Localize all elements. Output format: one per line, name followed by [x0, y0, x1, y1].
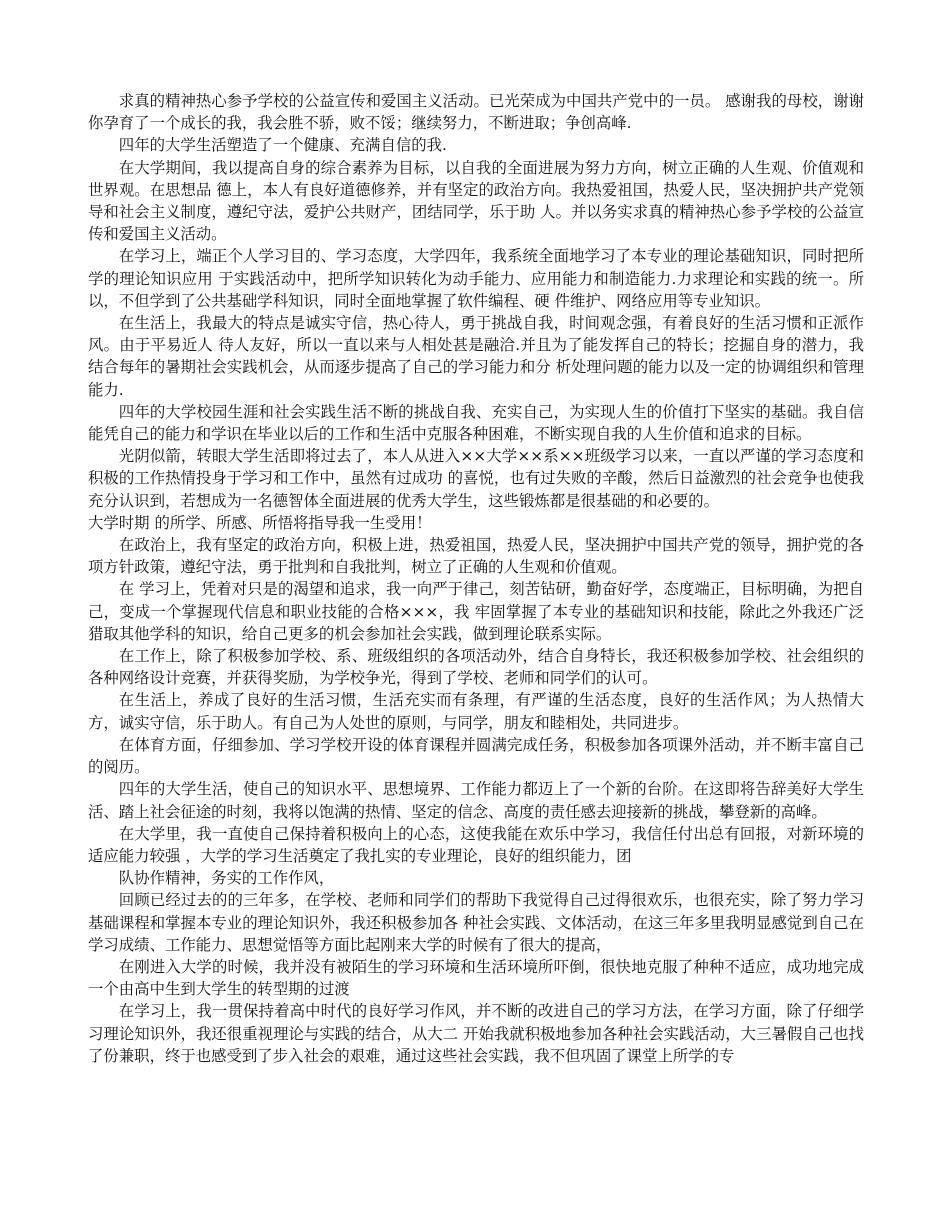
paragraph: 求真的精神热心参予学校的公益宣传和爱国主义活动。已光荣成为中国共产党中的一员。 感谢我的母校，谢谢你孕育了一个成长的我，我会胜不骄，败不馁；继续努力，不断进取；争创高峰. [88, 92, 864, 133]
paragraph: 大学时期 的所学、所感、所悟将指导我一生受用！ [88, 513, 432, 532]
paragraph: 在学习上，端正个人学习目的、学习态度，大学四年，我系统全面地学习了本专业的理论基础知识，同时把所学的理论知识应用 于实践活动中，把所学知识转化为动手能力、应用能力和制造能力.力求理论和实践的统一。所以，不但学到了公共基础学科知识，同时全面地掌握了软件编程、硬 件维护、网络应用等专业知识。 [88, 247, 864, 310]
paragraph: 在生活上，我最大的特点是诚实守信，热心待人，勇于挑战自我，时间观念强，有着良好的生活习惯和正派作风。由于平易近人 待人友好，所以一直以来与人相处甚是融洽.并且为了能发挥自己的特长；挖掘自身的潜力，我结合每年的暑期社会实践机会，从而逐步提高了自己的学习能力和分 析处理问题的能力以及一定的协调组织和管理能力. [88, 314, 864, 399]
paragraph: 在体育方面，仔细参加、学习学校开设的体育课程并圆满完成任务，积极参加各项课外活动，并不断丰富自己的阅历。 [88, 735, 864, 777]
paragraph: 在大学里，我一直使自己保持着积极向上的心态，这使我能在欢乐中学习，我信任付出总有回报，对新环境的适应能力较强 ，大学的学习生活奠定了我扎实的专业理论，良好的组织能力，团 [88, 824, 864, 865]
paragraph: 在大学期间，我以提高自身的综合素养为目标，以自我的全面进展为努力方向，树立正确的人生观、价值观和世界观。在思想品 德上，本人有良好道德修养，并有坚定的政治方向。我热爱祖国，热爱人民，坚决拥护共产党领导和社会主义制度，遵纪守法，爱护公共财产，团结同学，乐于助 人。并以务实求真的精神热心参予学校的公益宣传和爱国主义活动。 [88, 158, 864, 244]
paragraph: 在政治上，我有坚定的政治方向，积极上进，热爱祖国，热爱人民，坚决拥护中国共产党的领导，拥护党的各项方针政策，遵纪守法，勇于批判和自我批判，树立了正确的人生观和价值观。 [88, 536, 864, 577]
paragraph: 队协作精神，务实的工作作风， [118, 869, 335, 888]
paragraph: 回顾已经过去的的三年多，在学校、老师和同学们的帮助下我觉得自己过得很欢乐，也很充实，除了努力学习基础课程和掌握本专业的理论知识外，我还积极参加各 种社会实践、文体活动，在这三年多里我明显感觉到自己在学习成绩、工作能力、思想觉悟等方面比起刚来大学的时候有了很大的提高， [88, 891, 864, 954]
paragraph: 在学习上，我一贯保持着高中时代的良好学习作风，并不断的改进自己的学习方法，在学习方面，除了仔细学习理论知识外，我还很重视理论与实践的结合，从大二 开始我就积极地参加各种社会实践活动，大三暑假自己也找了份兼职，终于也感受到了步入社会的艰难，通过这些社会实践，我不但巩固了课堂上所学的专 [88, 1002, 864, 1065]
paragraph: 在刚进入大学的时候，我并没有被陌生的学习环境和生活环境所吓倒，很快地克服了种种不适应，成功地完成一个由高中生到大学生的转型期的过渡 [88, 957, 864, 999]
paragraph: 在工作上，除了积极参加学校、系、班级组织的各项活动外，结合自身特长，我还积极参加学校、社会组织的各种网络设计竞赛，并获得奖励，为学校争光，得到了学校、老师和同学们的认可。 [88, 647, 864, 688]
paragraph: 四年的大学生活，使自己的知识水平、思想境界、工作能力都迈上了一个新的台阶。在这即将告辞美好大学生活、踏上社会征途的时刻，我将以饱满的热情、坚定的信念、高度的责任感去迎接新的挑战，攀登新的高峰。 [88, 780, 864, 821]
document-page [88, 90, 864, 1067]
paragraph: 在生活上，养成了良好的生活习惯，生活充实而有条理，有严谨的生活态度，良好的生活作风；为人热情大方，诚实守信，乐于助人。有自己为人处世的原则，与同学，朋友和睦相处，共同进步。 [88, 691, 864, 732]
paragraph: 光阴似箭，转眼大学生活即将过去了，本人从进入××大学××系××班级学习以来，一直以严谨的学习态度和积极的工作热情投身于学习和工作中，虽然有过成功 的喜悦，也有过失败的辛酸，然后日益激烈的社会竞争也使我充分认识到，若想成为一名德智体全面进展的优秀大学生，这些锻炼都是很基础的和必要的。 [88, 447, 864, 510]
paragraph: 四年的大学校园生涯和社会实践生活不断的挑战自我、充实自己，为实现人生的价值打下坚实的基础。我自信能凭自己的能力和学识在毕业以后的工作和生活中克服各种困难，不断实现自我的人生价值和追求的目标。 [88, 402, 864, 444]
paragraph: 四年的大学生活塑造了一个健康、充满自信的我. [118, 136, 447, 155]
paragraph: 在 学习上，凭着对只是的渴望和追求，我一向严于律己，刻苦钻研，勤奋好学，态度端正，目标明确，为把自己，变成一个掌握现代信息和职业技能的合格×××，我 牢固掌握了本专业的基础知识和技能，除此之外我还广泛猎取其他学科的知识，给自己更多的机会参加社会实践，做到理论联系实际。 [88, 580, 864, 643]
